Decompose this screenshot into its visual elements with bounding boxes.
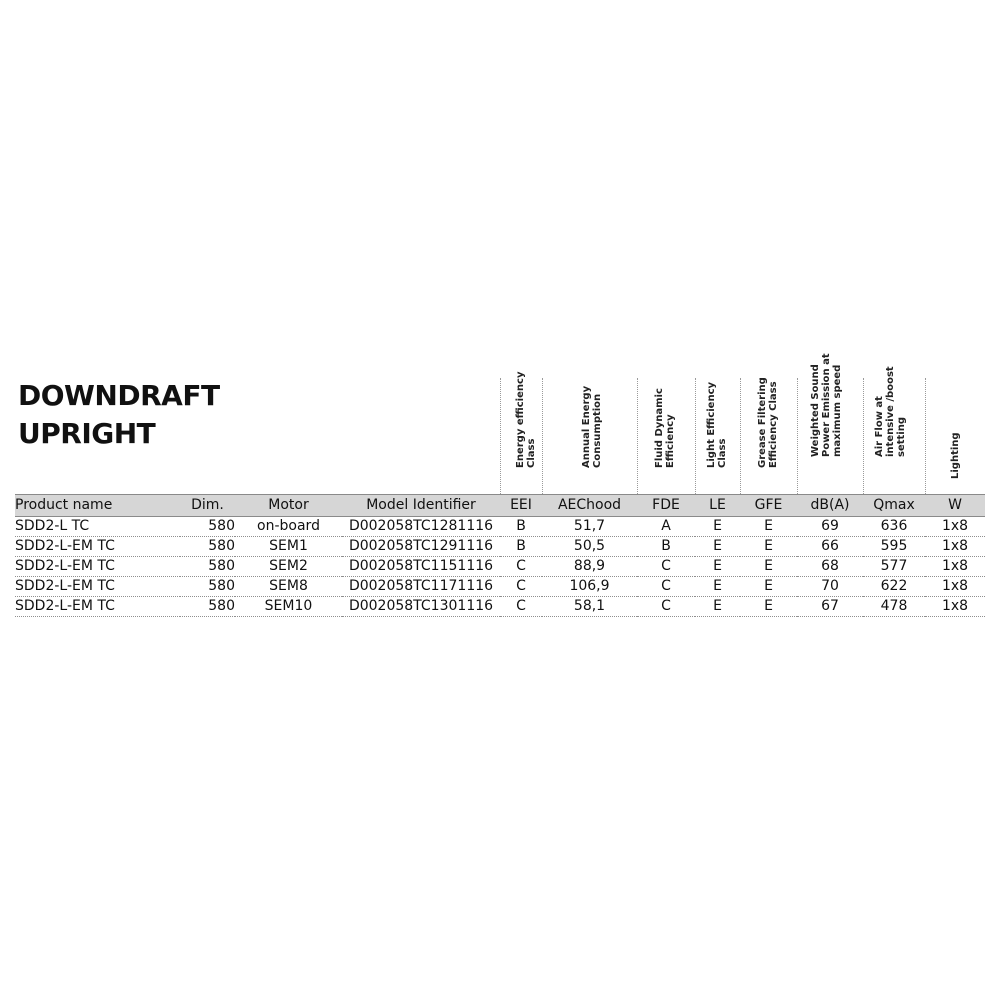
table-cell: 51,7 [542,516,637,536]
table-cell: 88,9 [542,556,637,576]
column-header: Qmax [863,494,925,516]
table-cell: D002058TC1151116 [342,556,500,576]
table-cell: 106,9 [542,576,637,596]
table-cell: E [695,556,740,576]
header-spacer [15,378,500,494]
table-cell: 70 [797,576,863,596]
table-cell: on-board [235,516,342,536]
table-cell: E [740,596,797,616]
table-cell: D002058TC1301116 [342,596,500,616]
column-header: FDE [637,494,695,516]
table-cell: E [740,536,797,556]
table-cell: 68 [797,556,863,576]
table-row [15,596,985,616]
vertical-header-aechood: Annual Energy Consumption [542,378,637,494]
table-row [15,536,985,556]
table-cell: D002058TC1291116 [342,536,500,556]
table-cell: SDD2-L-EM TC [15,556,180,576]
table-cell: 66 [797,536,863,556]
table-cell: E [695,576,740,596]
table-cell: 1x8 [925,556,985,576]
table-cell: D002058TC1281116 [342,516,500,536]
table-cell: SDD2-L-EM TC [15,596,180,616]
table-row [15,556,985,576]
table-cell: 580 [180,576,235,596]
table-cell: E [695,536,740,556]
table-cell: 580 [180,596,235,616]
column-header: dB(A) [797,494,863,516]
column-header-row [15,494,985,516]
table-row [15,516,985,536]
table-cell: SEM1 [235,536,342,556]
energy-data-table [15,352,985,617]
table-cell: 478 [863,596,925,616]
column-header: Motor [235,494,342,516]
column-header: GFE [740,494,797,516]
table-cell: 580 [180,516,235,536]
table-cell: 1x8 [925,536,985,556]
vertical-header-le: Light Efficiency Class [695,378,740,494]
vertical-header-dba: Weighted Sound Power Emission at maximum speed [797,378,863,494]
table-cell: 580 [180,556,235,576]
table-cell: SEM8 [235,576,342,596]
vertical-header-gfe: Grease Filtering Efficiency Class [740,378,797,494]
table-row [15,576,985,596]
column-header: EEI [500,494,542,516]
vertical-header-fde: Fluid Dynamic Efficiency [637,378,695,494]
column-header: AEChood [542,494,637,516]
title-line-2: UPRIGHT [18,417,156,450]
table-cell: C [500,556,542,576]
table-cell: E [740,516,797,536]
table-cell: SEM2 [235,556,342,576]
table-cell: E [740,576,797,596]
column-header: Model Identifier [342,494,500,516]
table-cell: 1x8 [925,576,985,596]
table-cell: E [695,596,740,616]
column-header: LE [695,494,740,516]
table-cell: A [637,516,695,536]
title-line-1: DOWNDRAFT [18,379,220,412]
table-cell: 50,5 [542,536,637,556]
table-cell: D002058TC1171116 [342,576,500,596]
vertical-header-eei: Energy efficiency Class [500,378,542,494]
table-cell: B [500,536,542,556]
table-cell: C [637,556,695,576]
table-cell: 622 [863,576,925,596]
table-cell: 58,1 [542,596,637,616]
table-cell: 69 [797,516,863,536]
table-cell: 1x8 [925,596,985,616]
table-cell: C [500,596,542,616]
table-cell: SDD2-L TC [15,516,180,536]
table-cell: B [500,516,542,536]
table-cell: SEM10 [235,596,342,616]
table-cell: C [500,576,542,596]
vertical-header-w: Lighting [925,378,985,494]
table-cell: 1x8 [925,516,985,536]
table-cell: E [740,556,797,576]
table-cell: 577 [863,556,925,576]
table-cell: 67 [797,596,863,616]
table-cell: B [637,536,695,556]
table-cell: E [695,516,740,536]
table-cell: C [637,576,695,596]
table-cell: C [637,596,695,616]
table-cell: 595 [863,536,925,556]
column-header: Product name [15,494,180,516]
table-cell: SDD2-L-EM TC [15,576,180,596]
vertical-header-qmax: Air Flow at intensive /boost setting [863,378,925,494]
column-header: W [925,494,985,516]
table-cell: SDD2-L-EM TC [15,536,180,556]
table-cell: 580 [180,536,235,556]
vertical-header-row [15,378,985,494]
table-cell: 636 [863,516,925,536]
column-header: Dim. [180,494,235,516]
